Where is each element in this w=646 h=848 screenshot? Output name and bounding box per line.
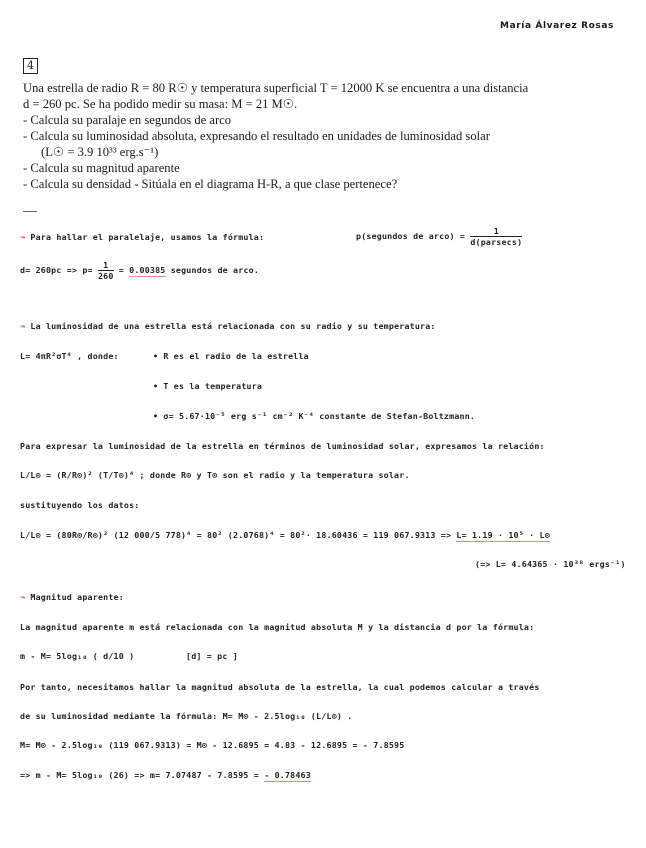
luminosity-express-text: Para expresar la luminosidad de la estrella en términos de luminosidad solar, expresamos la relación: — [20, 441, 545, 451]
magnitude-calculation: M= M⊙ - 2.5log₁₀ (119 067.9313) = M⊙ - 12.6895 = 4.83 - 12.6895 = - 7.8595 — [20, 740, 405, 750]
apparent-calc-text: => m - M= 5log₁₀ (26) => m= 7.07487 - 7.8595 = — [20, 770, 259, 780]
luminosity-calc-text: L/L⊙ = (80R⊙/R⊙)² (12 000/5 778)⁴ = 80² (2.0768)⁴ = 80²· 18.60436 = 119 067.9313 => — [20, 530, 452, 540]
parallax-calc-prefix: d= 260pc => p= — [20, 265, 93, 275]
luminosity-heading — [20, 321, 436, 331]
parallax-formula — [356, 226, 522, 247]
fraction-denominator: 260 — [97, 271, 114, 281]
problem-line: - Calcula su luminosidad absoluta, expresando el resultado en unidades de luminosidad solar — [23, 129, 490, 143]
fraction-numerator: 1 — [98, 260, 114, 271]
luminosity-substitution-calc — [20, 530, 550, 540]
parallax-heading — [20, 232, 264, 242]
arrow-icon: ↝ — [20, 592, 26, 602]
problem-line: d = 260 pc. Se ha podido medir su masa: M = 21 M☉. — [23, 97, 298, 111]
magnitude-heading-text: Magnitud aparente: — [30, 592, 124, 602]
magnitude-formula: m - M= 5log₁₀ ( d/10 ) — [20, 651, 135, 661]
luminosity-ratio-formula: L/L⊙ = (R/R⊙)² (T/T⊙)⁴ ; donde R⊙ y T⊙ son el radio y la temperatura solar. — [20, 470, 410, 480]
arrow-icon: ↝ — [20, 321, 26, 331]
luminosity-formula: L= 4πR²σT⁴ , donde: — [20, 351, 119, 361]
problem-statement — [23, 80, 623, 192]
luminosity-substitution-label: sustituyendo los datos: — [20, 500, 140, 510]
parallax-calc-eq: = — [118, 265, 124, 275]
apparent-magnitude-result: - 0.78463 — [264, 770, 311, 780]
parallax-heading-text: Para hallar el paralelaje, usamos la fórmula: — [30, 232, 265, 242]
magnitude-text: de su luminosidad mediante la fórmula: M= M⊙ - 2.5log₁₀ (L/L⊙) . — [20, 711, 353, 721]
luminosity-bullet: • σ= 5.67·10⁻⁵ erg s⁻¹ cm⁻² K⁻⁴ constante de Stefan-Boltzmann. — [153, 411, 476, 421]
problem-line: (L☉ = 3.9 10³³ erg.s⁻¹) — [41, 145, 159, 159]
problem-line: - Calcula su densidad - Sitúala en el diagrama H-R, a que clase pertenece? — [23, 177, 398, 191]
problem-line: Una estrella de radio R = 80 R☉ y temperatura superficial T = 12000 K se encuentra a una distancia — [23, 81, 529, 95]
magnitude-text: Por tanto, necesitamos hallar la magnitud absoluta de la estrella, la cual podemos calcular a través — [20, 682, 540, 692]
problem-number: 4 — [23, 58, 38, 74]
parallax-formula-lhs: p(segundos de arco) = — [356, 231, 466, 241]
parallax-formula-fraction — [470, 226, 522, 247]
luminosity-bullet: • T es la temperatura — [153, 381, 263, 391]
parallax-unit: segundos de arco. — [170, 265, 260, 275]
problem-line: - Calcula su paralaje en segundos de arco — [23, 113, 232, 127]
author-name: María Álvarez Rosas — [500, 21, 614, 31]
luminosity-heading-text: La luminosidad de una estrella está relacionada con su radio y su temperatura: — [30, 321, 436, 331]
parallax-calc-fraction — [98, 260, 114, 281]
luminosity-result-cgs: (=> L= 4.64365 · 10³⁸ ergs⁻¹) — [475, 559, 626, 569]
luminosity-bullet: • R es el radio de la estrella — [153, 351, 309, 361]
problem-line: - Calcula su magnitud aparente — [23, 161, 180, 175]
fraction-denominator: d(parsecs) — [470, 237, 523, 247]
separator — [23, 211, 37, 212]
arrow-icon: ↝ — [20, 232, 26, 242]
magnitude-text: La magnitud aparente m está relacionada con la magnitud absoluta M y la distancia d por la fórmula: — [20, 622, 535, 632]
magnitude-heading — [20, 592, 124, 602]
luminosity-result: L= 1.19 · 10⁵ · L⊙ — [456, 530, 550, 540]
apparent-magnitude-calculation — [20, 770, 311, 780]
magnitude-units: [d] = pc ] — [186, 651, 238, 661]
parallax-calculation — [20, 260, 259, 281]
parallax-result: 0.00385 — [129, 265, 166, 275]
fraction-numerator: 1 — [470, 226, 522, 237]
